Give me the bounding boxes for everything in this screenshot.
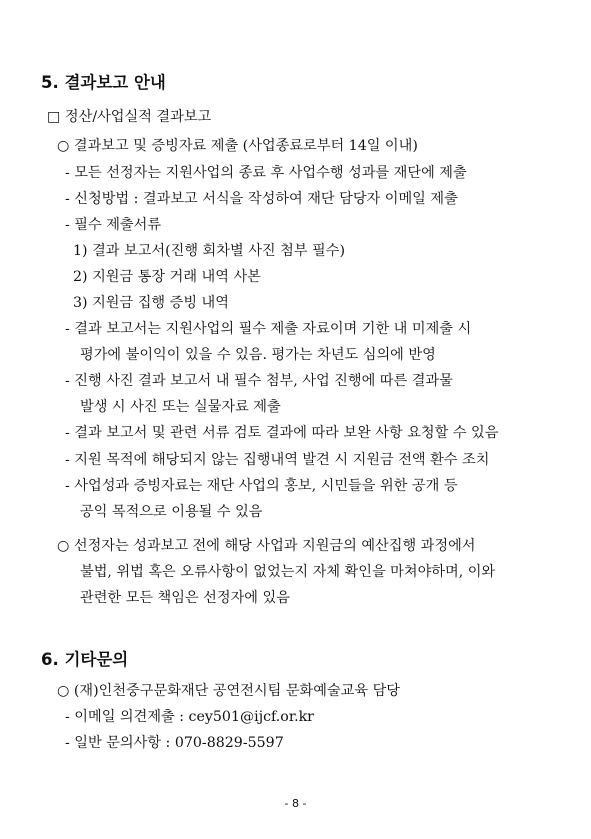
section5-item: - 진행 사진 결과 보고서 내 필수 첨부, 사업 진행에 따른 결과물 bbox=[65, 373, 453, 389]
section5-item: 3) 지원금 집행 증빙 내역 bbox=[73, 295, 229, 311]
section5-item: 2) 지원금 통장 거래 내역 사본 bbox=[73, 269, 261, 285]
section5-item: 불법, 위법 혹은 오류사항이 없었는지 자체 확인을 마쳐야하며, 이와 bbox=[80, 564, 496, 580]
section5-item: ○ 선정자는 성과보고 전에 해당 사업과 지원금의 예산집행 과정에서 bbox=[57, 538, 476, 554]
section5-heading: 5. 결과보고 안내 bbox=[41, 73, 166, 92]
section6-item: ○ (재)인천중구문화재단 공연전시팀 문화예술교육 담당 bbox=[57, 683, 401, 699]
section6-heading: 6. 기타문의 bbox=[41, 650, 129, 669]
section6-item: - 일반 문의사항 : 070-8829-5597 bbox=[65, 735, 284, 751]
section5-item: - 필수 제출서류 bbox=[65, 217, 162, 233]
section5-item: 관련한 모든 책임은 선정자에 있음 bbox=[80, 590, 290, 606]
section5-item: - 지원 목적에 해당되지 않는 집행내역 발견 시 지원금 전액 환수 조치 bbox=[65, 452, 490, 468]
section5-item: - 모든 선정자는 지원사업의 종료 후 사업수행 성과를 재단에 제출 bbox=[65, 165, 467, 181]
section5-item: 발생 시 사진 또는 실물자료 제출 bbox=[80, 399, 281, 415]
section5-item: 공익 목적으로 이용될 수 있음 bbox=[80, 504, 263, 520]
section5-item: ○ 결과보고 및 증빙자료 제출 (사업종료로부터 14일 이내) bbox=[57, 138, 418, 154]
section5-item: - 신청방법 : 결과보고 서식을 작성하여 재단 담당자 이메일 제출 bbox=[65, 191, 458, 207]
section5-item: - 사업성과 증빙자료는 재단 사업의 홍보, 시민들을 위한 공개 등 bbox=[65, 478, 458, 494]
section5-subheading: □ 정산/사업실적 결과보고 bbox=[47, 109, 212, 125]
section5-item: 평가에 불이익이 있을 수 있음. 평가는 차년도 심의에 반영 bbox=[80, 347, 436, 363]
section6-item: - 이메일 의견제출 : cey501@ijcf.or.kr bbox=[65, 709, 314, 725]
section5-item: - 결과 보고서는 지원사업의 필수 제출 자료이며 기한 내 미제출 시 bbox=[65, 321, 472, 337]
page-number: - 8 - bbox=[284, 797, 307, 810]
section5-item: - 결과 보고서 및 관련 서류 검토 결과에 따라 보완 사항 요청할 수 있음 bbox=[65, 425, 499, 441]
section5-item: 1) 결과 보고서(진행 회차별 사진 첨부 필수) bbox=[73, 243, 345, 259]
